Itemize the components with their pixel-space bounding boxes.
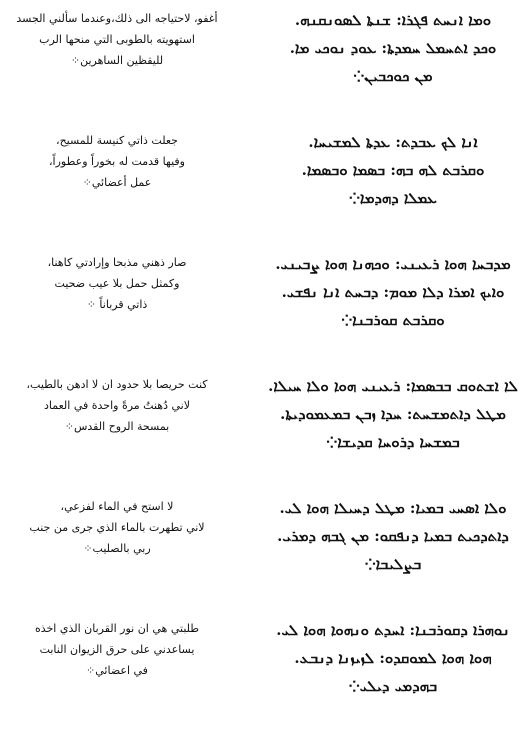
syriac-line: ܘܠܐ ܐܣܚܝ ܒܡܝܐ: ܡܛܠ ܕܚܝܠܐ ܗܘܐ ܠܝ. <box>279 499 507 517</box>
syriac-line: ܘܩܪܒܬ ܩܘܪܒܢܐ⁘ <box>341 311 445 329</box>
arabic-line: يساعدني على حرق الزيوان النابت <box>39 643 195 656</box>
arabic-line: وكمثل حمل بلا عيب ضحيت <box>54 277 180 290</box>
arabic-line: جعلت ذاتي كنيسة للمسيح، <box>56 134 178 147</box>
arabic-verse <box>4 130 230 193</box>
syriac-line: ܘܩܪܒܬ ܠܗ ܒܗ: ܒܣܡܐ ܘܒܣܡܐ. <box>301 161 485 179</box>
syriac-line: ܘܟܕ ܐܬܚܡܠ ܚܡܕܬܐ: ܥܘܕ ܢܘܟܝ ܡܐ. <box>289 39 497 57</box>
syriac-line: ܘܡܐ ܐܢܚܬ ܦܓܪܐ: ܫܢܬܐ ܠܣܘܢܩܢܗ. <box>294 11 492 29</box>
arabic-verse <box>4 618 230 681</box>
syriac-verse <box>262 128 524 212</box>
syriac-line: ܒܡܫܚܐ ܕܪܘܚܐ ܩܕܝܫܐ⁘ <box>326 433 460 451</box>
arabic-line: استهويته بالطوبى التي منحها الرب <box>39 33 195 46</box>
syriac-verse <box>262 250 524 334</box>
arabic-line: لا استح في الماء لفزعي، <box>60 500 174 513</box>
syriac-line: ܒܨܠܝܒܐ⁘ <box>364 555 422 573</box>
syriac-verse <box>262 372 524 456</box>
arabic-verse <box>4 496 230 559</box>
arabic-line: طلبتي هي ان نور القربان الذي اخذه <box>34 622 200 635</box>
arabic-verse <box>4 374 230 437</box>
syriac-line: ܡܢ ܟܘܟܒܝܢ⁘ <box>353 67 433 85</box>
syriac-line: ܡܕܒܚܐ ܗܘܐ ܪܥܝܢܝ: ܘܟܗܢܐ ܗܘܐ ܨܒܝܢܝ. <box>275 255 511 273</box>
syriac-line: ܡܛܠ ܕܐܬܡܫܚܬ: ܚܕܐ ܙܒܢ ܒܡܥܡܘܕܝܬܐ. <box>280 405 506 423</box>
arabic-line: أغفو، لاحتياجه الى ذلك،وعندما سألني الجسد <box>16 12 218 25</box>
arabic-line: في اعضائي⁘ <box>86 664 148 677</box>
syriac-line: ܢܘܗܪܐ ܕܩܘܪܒܢܐ: ܐܚܕܬ ܘܢܗܘܐ ܗܘܐ ܠܝ. <box>276 621 510 639</box>
arabic-line: صار ذهني مذبحا وإرادتي كاهنا، <box>47 256 187 269</box>
arabic-line: بمسحة الروح القدس⁘ <box>64 420 170 433</box>
syriac-line: ܘܐܝܟ ܐܡܪܐ ܕܠܐ ܡܘܡ: ܕܒܚܬ ܐܢܐ ܢܦܫܝ. <box>281 283 505 301</box>
syriac-line: ܥܡܠܐ ܕܗܕܡܐ⁘ <box>349 189 437 207</box>
syriac-line: ܕܐܬܕܟܝܬ ܒܡܝܐ ܕܢܦܩܘ: ܡܢ ܓܒܗ ܕܡܪܝ. <box>277 527 509 545</box>
arabic-verse <box>4 252 230 315</box>
syriac-verse <box>262 616 524 700</box>
syriac-line: ܒܗܕܡܝ ܕܝܠܝ⁘ <box>348 677 438 695</box>
arabic-line: ربي بالصليب⁘ <box>83 542 151 555</box>
arabic-line: لاني تطهرت بالماء الذي جرى من جنب <box>29 521 205 534</box>
syriac-verse <box>262 6 524 90</box>
arabic-line: كنت حريصا بلا حدود ان لا ادهن بالطيب، <box>26 378 208 391</box>
arabic-line: لاني دُهنتُ مرةً واحدة في العماد <box>44 399 190 412</box>
arabic-verse <box>4 8 230 71</box>
arabic-line: عمل أعضائي⁘ <box>82 176 152 189</box>
syriac-line: ܗܘܐ ܗܘܐ ܠܡܘܩܕܘ: ܠܙܝܙܢܐ ܕܢܒܥ. <box>294 649 492 667</box>
syriac-line: ܐܢܐ ܠܟ ܥܒܕܬ: ܥܕܬܐ ܠܡܫܝܚܐ. <box>308 133 478 151</box>
arabic-line: ذاتي قرباناً ⁘ <box>86 298 148 311</box>
arabic-line: وفيها قدمت له بخوراً وعطوراً، <box>49 155 185 168</box>
arabic-line: لليقظين الساهرين⁘ <box>70 54 164 67</box>
syriac-line: ܠܐ ܐܫܬܘܩ ܒܒܣܡܐ: ܪܥܝܢܝ ܗܘܐ ܘܠܐ ܚܝܠܐ. <box>268 377 518 395</box>
syriac-verse <box>262 494 524 578</box>
